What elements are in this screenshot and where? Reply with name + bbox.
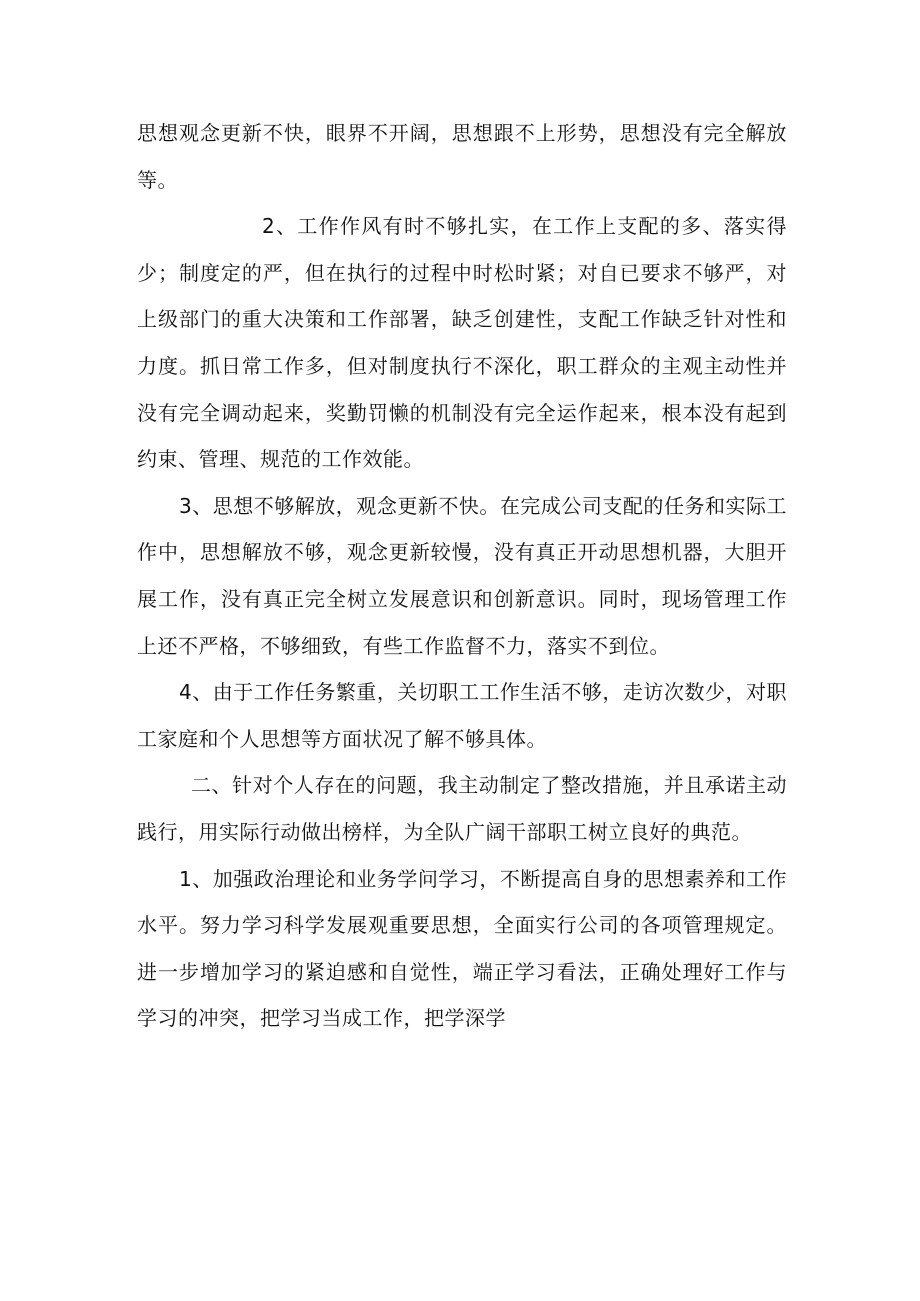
document-body — [137, 110, 787, 1042]
paragraph-5: 二、针对个人存在的问题，我主动制定了整改措施，并且承诺主动践行，用实际行动做出榜样，为全队广阔干部职工树立良好的典范。 — [137, 773, 787, 844]
paragraph-3: 3、思想不够解放，观念更新不快。在完成公司支配的任务和实际工作中，思想解放不够，观念更新较慢，没有真正开动思想机器，大胆开展工作，没有真正完全树立发展意识和创新意识。同时，现场管理工作上还不严格，不够细致，有些工作监督不力，落实不到位。 — [137, 493, 787, 658]
paragraph-2: 2、工作作风有时不够扎实，在工作上支配的多、落实得少；制度定的严，但在执行的过程中时松时紧；对自已要求不够严，对上级部门的重大决策和工作部署，缺乏创建性，支配工作缺乏针对性和力度。抓日常工作多，但对制度执行不深化，职工群众的主观主动性并没有完全调动起来，奖勤罚懒的机制没有完全运作起来，根本没有起到约束、管理、规范的工作效能。 — [137, 214, 787, 472]
paragraph-1: 思想观念更新不快，眼界不开阔，思想跟不上形势，思想没有完全解放等。 — [137, 121, 787, 192]
paragraph-6: 1、加强政治理论和业务学问学习，不断提高自身的思想素养和工作水平。努力学习科学发展观重要思想，全面实行公司的各项管理规定。进一步增加学习的紧迫感和自觉性，端正学习看法，正确处理好工作与学习的冲突，把学习当成工作，把学深学 — [137, 866, 787, 1031]
paragraph-4: 4、由于工作任务繁重，关切职工工作生活不够，走访次数少，对职工家庭和个人思想等方面状况了解不够具体。 — [137, 680, 787, 751]
